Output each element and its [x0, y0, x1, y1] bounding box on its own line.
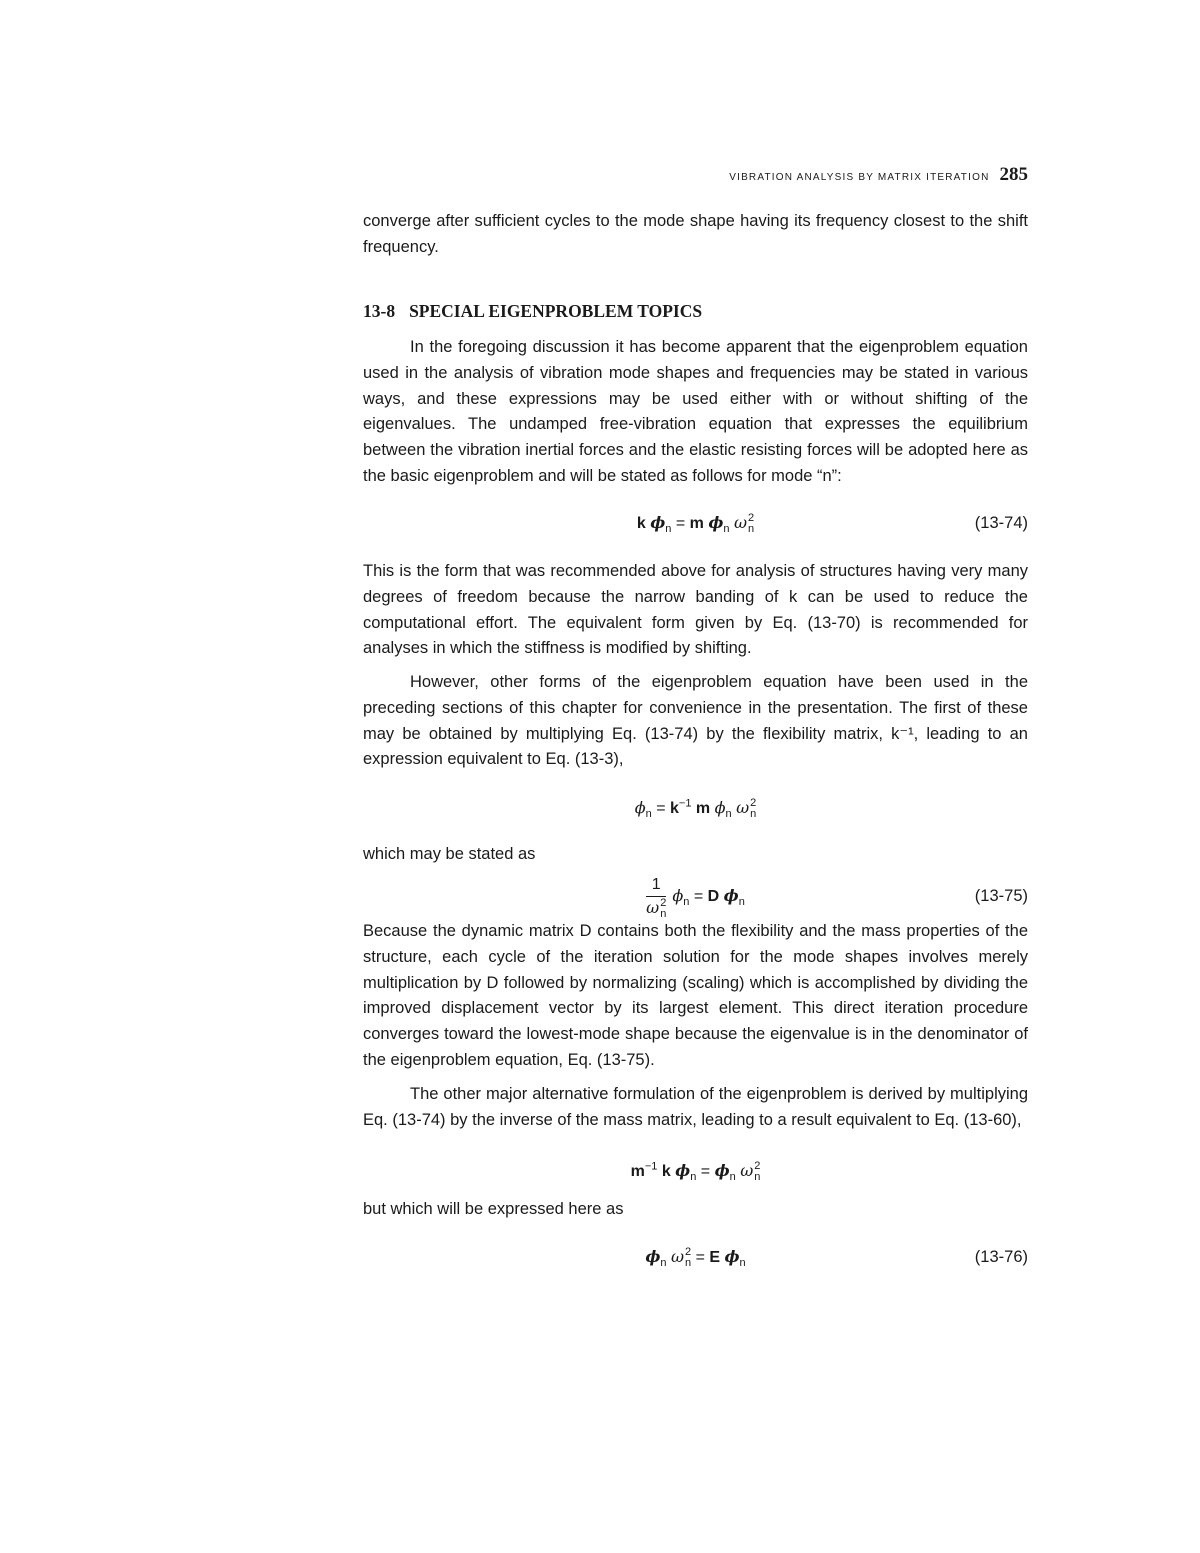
paragraph-3: This is the form that was recommended above for analysis of structures having very many degrees of freedom because the narrow banding of k can be used to reduce the computational effort. The equivalent form given by Eq. (13-70) is recommended for analyses in which the stiffness is modified by shifting. [363, 562, 1028, 658]
equation-13-74-math: k $\phi_n = m$ $\phi_n$ ω 2 n [636, 511, 755, 536]
paragraph-5: which may be stated as [363, 845, 536, 863]
paragraph-8: but which will be expressed here as [363, 1200, 624, 1218]
page-number: 285 [999, 164, 1028, 185]
equation-13-75 [363, 870, 1028, 922]
equation-unnumbered-2 [363, 1156, 1028, 1186]
paragraph-6: Because the dynamic matrix D contains both the flexibility and the mass properties of the structure, each cycle of the iteration solution for the mode shapes involves merely multiplication by D followed by normalizing (scaling) which is accomplished by dividing the improved displacement vector by its largest element. This direct iteration procedure converges toward the lowest-mode shape because the eigenvalue is in the denominator of the eigenproblem equation, Eq. (13-75). [363, 922, 1028, 1069]
equation-13-75-math: 1 ω 2 n $\phi_n = D$ $\phi_n$ [646, 875, 745, 920]
equation-13-75-label: (13-75) [974, 887, 1028, 905]
paragraph-7: The other major alternative formulation of the eigenproblem is derived by multiplying Eq. (13-74) by the inverse of the mass matrix, leading to a result equivalent to Eq. (13-60), [363, 1085, 1028, 1129]
equation-unnumbered-1-math: $\phi_n = k^{-1}$ m $\phi_n$ ω 2 n [634, 796, 757, 821]
section-title: SPECIAL EIGENPROBLEM TOPICS [409, 301, 703, 321]
equation-13-74-label: (13-74) [974, 514, 1028, 532]
paragraph-2: In the foregoing discussion it has become apparent that the eigenproblem equation used in the analysis of vibration mode shapes and frequencies may be stated in various ways, and these expressions may be used either with or without shifting of the eigenvalues. The undamped free-vibration equation that expresses the equilibrium between the vibration inertial forces and the elastic resisting forces will be adopted here as the basic eigenproblem and will be stated as follows for mode “n”: [363, 338, 1028, 485]
equation-13-74 [363, 508, 1028, 538]
section-heading [363, 299, 702, 323]
equation-13-76-math: $\phi_n$ ω 2 n = E $\phi_n$ [645, 1245, 746, 1270]
paragraph-1: converge after sufficient cycles to the mode shape having its frequency closest to the shift frequency. [363, 212, 1028, 256]
paragraph-4: However, other forms of the eigenproblem equation have been used in the preceding sections of this chapter for convenience in the presentation. The first of these may be obtained by multiplying Eq. (13-74) by the flexibility matrix, k⁻¹, leading to an expression equivalent to Eq. (13-3), [363, 673, 1028, 769]
equation-13-76 [363, 1242, 1028, 1272]
equation-unnumbered-2-math: $m^{-1}$ k $\phi_n = \phi_n$ ω 2 n [630, 1159, 761, 1184]
equation-13-76-label: (13-76) [974, 1248, 1028, 1266]
running-head-title: VIBRATION ANALYSIS BY MATRIX ITERATION [729, 172, 990, 183]
section-number: 13-8 [363, 301, 396, 321]
running-head [363, 160, 1028, 193]
equation-unnumbered-1 [363, 793, 1028, 823]
